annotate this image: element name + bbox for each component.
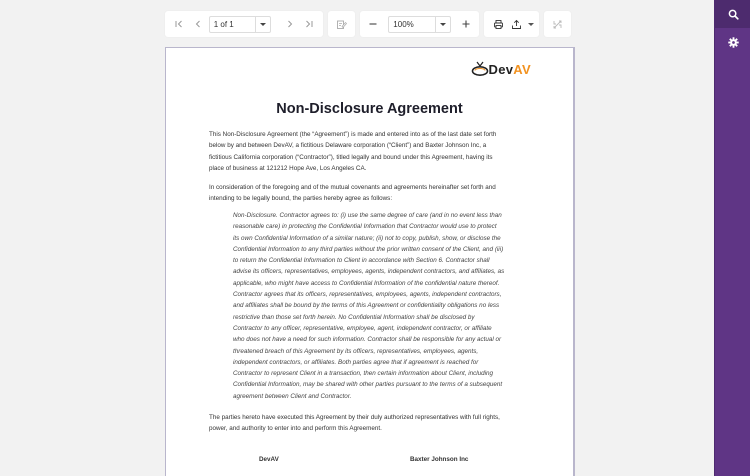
- page-number-value[interactable]: 1 of 1: [213, 19, 234, 29]
- search-icon: [728, 9, 739, 20]
- text-line: Non-Disclosure. Contractor agrees to: (i) use the same degree of care (and in no event less than: [233, 212, 502, 219]
- gear-icon: [728, 37, 739, 48]
- viewer-toolbar: [165, 11, 571, 37]
- zoom-value[interactable]: 100%: [393, 19, 414, 29]
- zoom-group: [360, 11, 479, 37]
- text-line: Confidential Information to any third parties without the prior written consent of the Client, and (iii): [233, 245, 504, 253]
- devav-logo: [471, 61, 531, 77]
- chevron-right-icon[interactable]: [281, 14, 299, 34]
- zoom-dropdown-button[interactable]: [435, 17, 450, 32]
- chevron-down-icon: [260, 23, 266, 26]
- multipage-toggle-icon[interactable]: [547, 14, 567, 34]
- page-navigation-group: [165, 11, 323, 37]
- text-line: restrictive than those set forth herein. No Confidential Information shall be disclosed by: [233, 313, 475, 321]
- logo-text: [489, 62, 531, 77]
- text-line: applicable, who might have access to Confidential Information of the confidential nature thereof.: [233, 279, 500, 287]
- text-line: its own Confidential Information of a similar nature; (ii) not to copy, publish, show, or disclose the: [233, 234, 501, 242]
- right-sidebar: [714, 0, 750, 476]
- signatory-contractor: Baxter Johnson Inc: [410, 456, 469, 463]
- text-line: and affiliates shall be bound by the terms of this Agreement or confidentiality obligations no less: [233, 302, 500, 310]
- intro-paragraph: [209, 129, 522, 174]
- minus-icon[interactable]: [364, 14, 382, 34]
- text-line: fictitious California corporation (“Contractor”), titled legally and bound under this Agreement, having its: [209, 153, 493, 161]
- text-line: Confidential Information, may be shared with other parties pursuant to the terms of a subsequent: [233, 381, 503, 389]
- plus-icon[interactable]: [457, 14, 475, 34]
- text-line: advise its officers, representatives, employees, agents, independent contractors, and affiliates, as: [233, 268, 505, 276]
- chevron-left-icon[interactable]: [188, 14, 206, 34]
- consideration-paragraph: [209, 182, 522, 205]
- text-line: Contractor agrees that its officers, representatives, employees, agents, independent contractors,: [233, 291, 502, 299]
- export-icon[interactable]: [508, 14, 527, 34]
- non-disclosure-clause: [233, 210, 522, 402]
- text-line: threatened breach of this Agreement by its officers, representatives, employees, agents,: [233, 347, 479, 355]
- text-line: The parties hereto have executed this Agreement by their duly authorized representatives with full rights,: [209, 414, 500, 421]
- print-export-group: [484, 11, 539, 37]
- zoom-select[interactable]: [388, 16, 450, 33]
- document-title: Non-Disclosure Agreement: [276, 101, 463, 117]
- text-line: below by and between DevAV, a fictitious Delaware corporation (“Client”) and Baxter Johnson Inc, a: [209, 142, 487, 150]
- tv-logo-icon: [471, 61, 489, 77]
- edit-form-icon[interactable]: [331, 14, 351, 34]
- settings-button[interactable]: [715, 28, 750, 56]
- document-page: [165, 47, 575, 476]
- text-line: agreement between Client and Contractor.: [233, 392, 352, 400]
- text-line: Contractor to represent Client in a transaction, then certain information about Client, including: [233, 370, 494, 378]
- search-button[interactable]: [715, 0, 750, 28]
- last-page-icon[interactable]: [300, 14, 318, 34]
- text-line: independent contractors, or affiliates. Both parties agree that if agreement is reached for: [233, 358, 479, 366]
- printer-icon[interactable]: [489, 14, 508, 34]
- text-line: who does not have a need for such information. Contractor shall be responsible for any actual or: [233, 336, 502, 344]
- signatory-client: DevAV: [259, 456, 279, 463]
- text-line: reasonable care) in protecting the Confidential Information that Contractor would use to protect: [233, 223, 497, 231]
- text-line: This Non-Disclosure Agreement (the “Agreement”) is made and entered into as of the last date set forth: [209, 131, 497, 138]
- text-line: Contractor to any officer, representative, employee, agent, independent contractor, or affiliate: [233, 324, 492, 332]
- export-dropdown-chevron-icon[interactable]: [528, 23, 534, 26]
- text-line: to return the Confidential Information to Client in accordance with Section 6. Contractor shall: [233, 257, 490, 265]
- page-dropdown-button[interactable]: [255, 17, 270, 32]
- text-line: place of business at 121212 Hope Ave, Los Angeles CA.: [209, 164, 367, 172]
- first-page-icon[interactable]: [170, 14, 188, 34]
- edit-group: [328, 11, 355, 37]
- chevron-down-icon: [440, 23, 446, 26]
- text-line: In consideration of the foregoing and of the mutual covenants and agreements hereinafter set forth and: [209, 184, 496, 191]
- logo-text-dev: Dev: [488, 61, 514, 77]
- multipage-group: [544, 11, 571, 37]
- text-line: intending to be legally bound, the parties hereby agree as follows:: [209, 195, 393, 203]
- logo-text-av: AV: [513, 61, 531, 77]
- text-line: power, and authority to enter into and perform this Agreement.: [209, 425, 382, 433]
- page-number-select[interactable]: [209, 16, 272, 33]
- execution-paragraph: [209, 412, 522, 435]
